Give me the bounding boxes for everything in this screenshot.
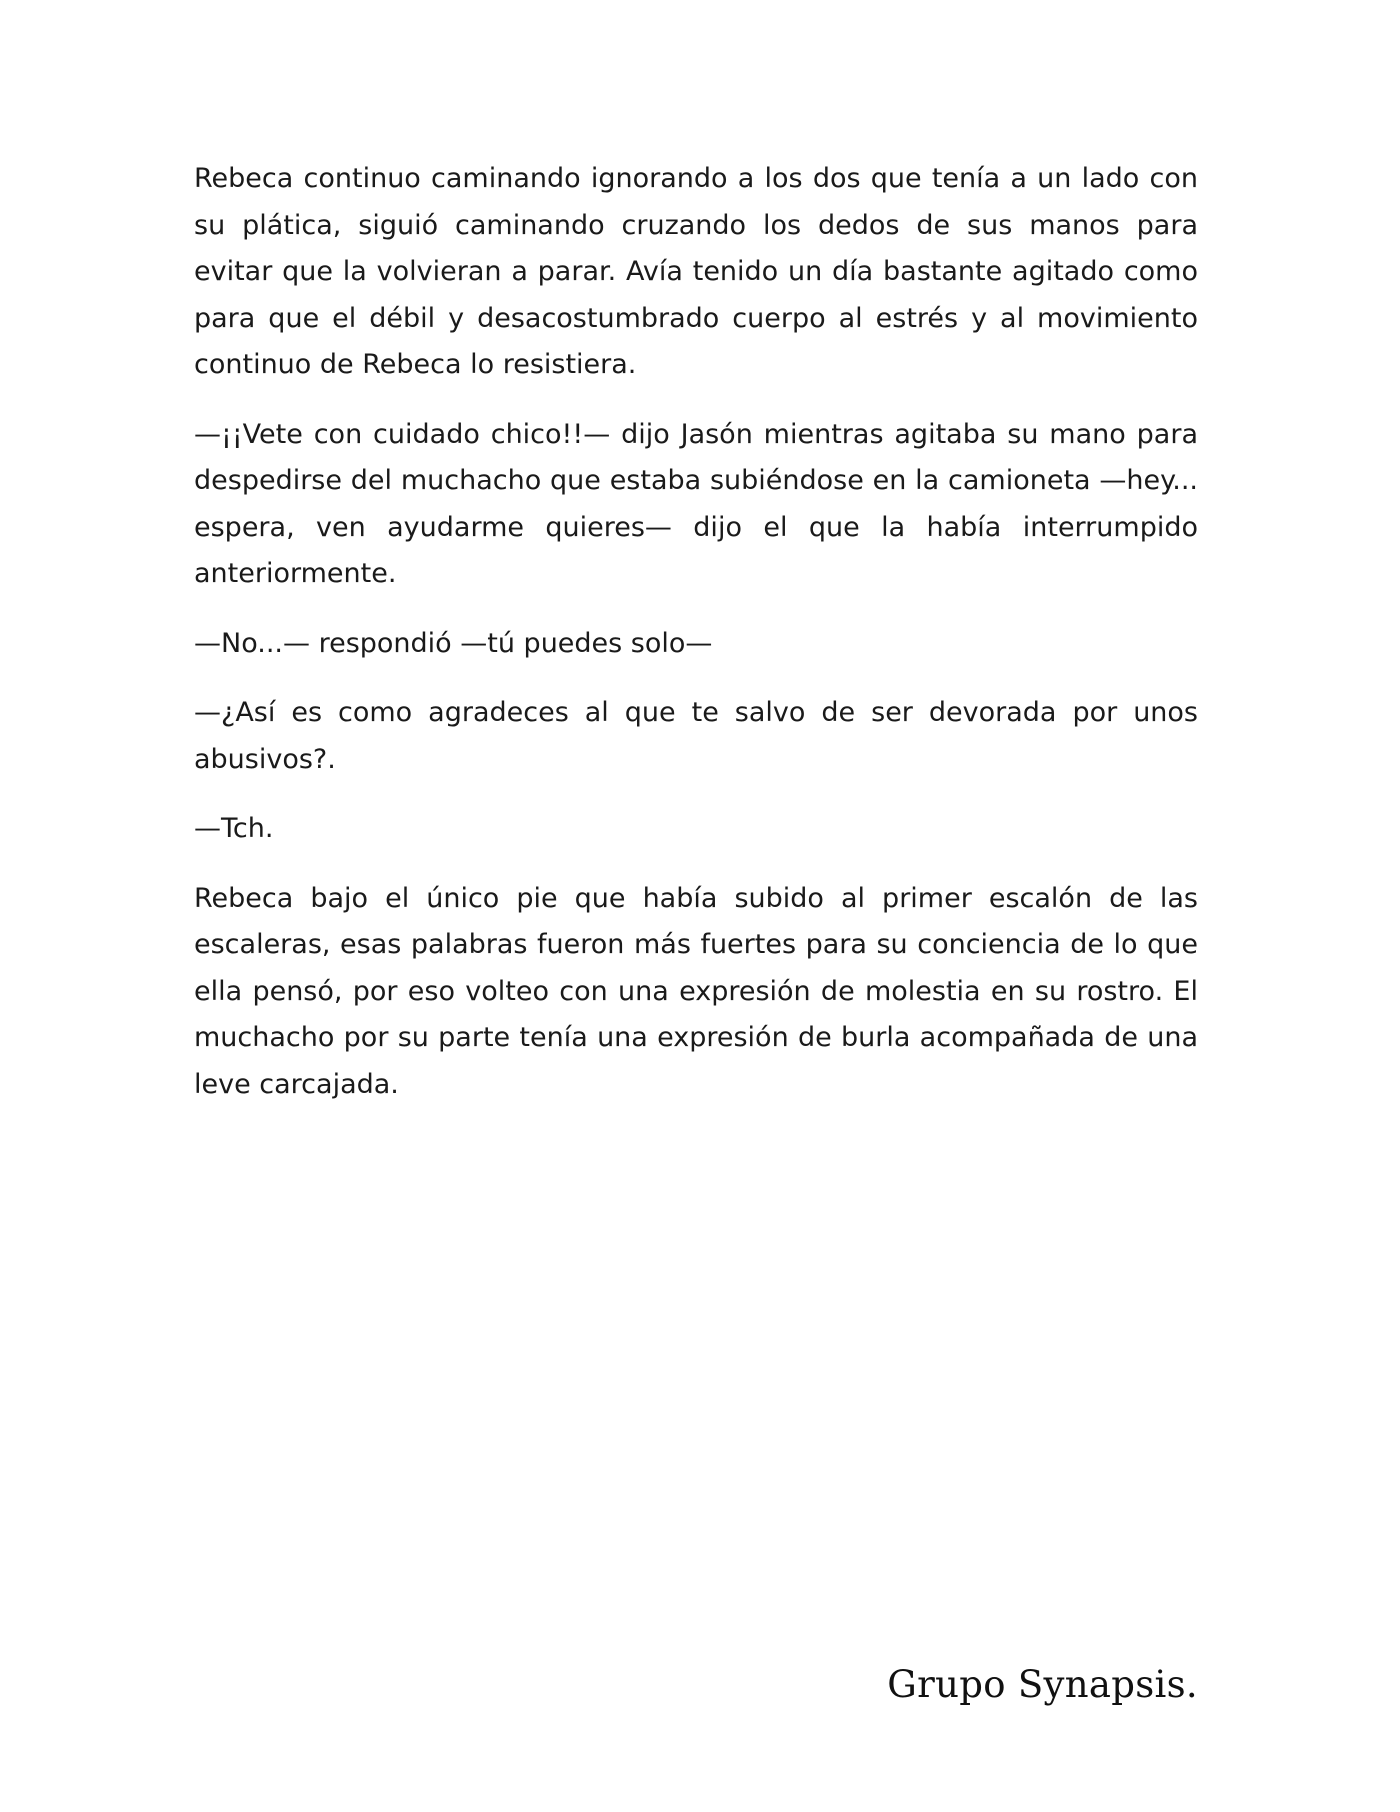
paragraph-2: —¡¡Vete con cuidado chico!!— dijo Jasón mientras agitaba su mano para despedirse del muchacho que estaba subiéndose en la camioneta —hey... espera, ven ayudarme quieres— dijo el que la había interrumpido anteriormente. [194,418,1198,589]
document-body [194,156,1198,1131]
paragraph-6: Rebeca bajo el único pie que había subido al primer escalón de las escaleras, esas palabras fueron más fuertes para su conciencia de lo que ella pensó, por eso volteo con una expresión de molestia en su rostro. El muchacho por su parte tenía una expresión de burla acompañada de una leve carcajada. [194,882,1198,1100]
paragraph-4: —¿Así es como agradeces al que te salvo de ser devorada por unos abusivos?. [194,697,1198,775]
paragraph-1: Rebeca continuo caminando ignorando a los dos que tenía a un lado con su plática, siguió caminando cruzando los dedos de sus manos para evitar que la volvieran a parar. Avía tenido un día bastante agitado como para que el débil y desacostumbrado cuerpo al estrés y al movimiento continuo de Rebeca lo resistiera. [194,163,1198,380]
footer-signature: Grupo Synapsis. [887,1663,1198,1706]
paragraph-5: —Tch. [194,813,274,844]
paragraph-3: —No...— respondió —tú puedes solo— [194,627,713,659]
